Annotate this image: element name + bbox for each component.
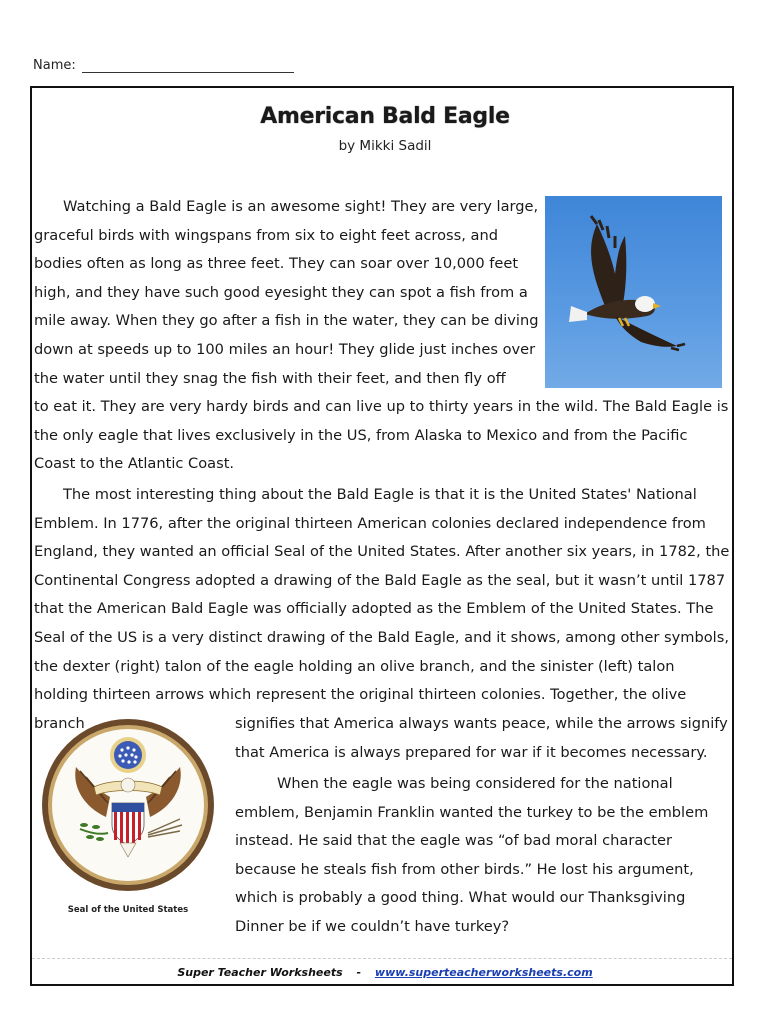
name-blank-line [82, 59, 294, 73]
paragraph-2-full [34, 481, 732, 738]
paragraph-3-text: When the eagle was being considered for the national emblem, Benjamin Franklin wanted the turkey to be the emblem instead. He said that the eagle was “of bad moral character because he steals fish from other birds.” He lost his argument, which is probably a good thing. What would our Thanksgiving Dinner be if we couldn’t have turkey? [235, 775, 709, 935]
page-title: American Bald Eagle [260, 104, 510, 129]
paragraph-1-full: to eat it. They are very hardy birds and can live up to thirty years in the wild. The Bald Eagle is the only eagle that lives exclusively in the US, from Alaska to Mexico and from the Pacific Coast to the Atlantic Coast. [34, 398, 729, 473]
byline: by Mikki Sadil [338, 138, 432, 154]
footer-divider [32, 958, 732, 959]
bald-eagle-photo [545, 196, 722, 388]
paragraph-3 [235, 770, 732, 942]
us-seal-image [40, 717, 216, 893]
great-seal-icon [40, 717, 216, 893]
paragraph-2-wrapped: signifies that America always wants peace, while the arrows signify that America is always prepared for war if it becomes necessary. [235, 715, 728, 761]
footer [0, 966, 770, 979]
paragraph-1-wrapped-text: Watching a Bald Eagle is an awesome sight! They are very large, graceful birds with wingspans from six to eight feet across, and bodies often as long as three feet. They can soar over 10,000 feet high, and they have such good eyesight they can spot a fish from a mile away. When they go after a fish in the water, they can be diving down at speeds up to 100 miles an hour! They glide just inches over the water until they snag the fish with their feet, and then fly off [34, 198, 539, 387]
footer-brand: Super Teacher Worksheets [177, 966, 343, 979]
bald-eagle-flying-icon [545, 196, 722, 388]
paragraph-1-wrapped [34, 193, 541, 393]
seal-caption: Seal of the United States [67, 905, 189, 915]
name-label: Name: [33, 58, 76, 73]
footer-separator: - [356, 966, 362, 979]
name-field [33, 58, 294, 73]
paragraph-2-full-text: The most interesting thing about the Bald Eagle is that it is the United States' National Emblem. In 1776, after the original thirteen American colonies declared independence from England, they wanted an official Seal of the United States. After another six years, in 1782, the Continental Congress adopted a drawing of the Bald Eagle as the seal, but it wasn’t until 1787 that the American Bald Eagle was officially adopted as the Emblem of the United States. The Seal of the US is a very distinct drawing of the Bald Eagle, and it shows, among other symbols, the dexter (right) talon of the eagle holding an olive branch, and the sinister (left) talon holding thirteen arrows which represent the original thirteen colonies. Together, the olive branch [34, 486, 730, 732]
footer-url-link[interactable]: www.superteacherworksheets.com [374, 966, 593, 979]
